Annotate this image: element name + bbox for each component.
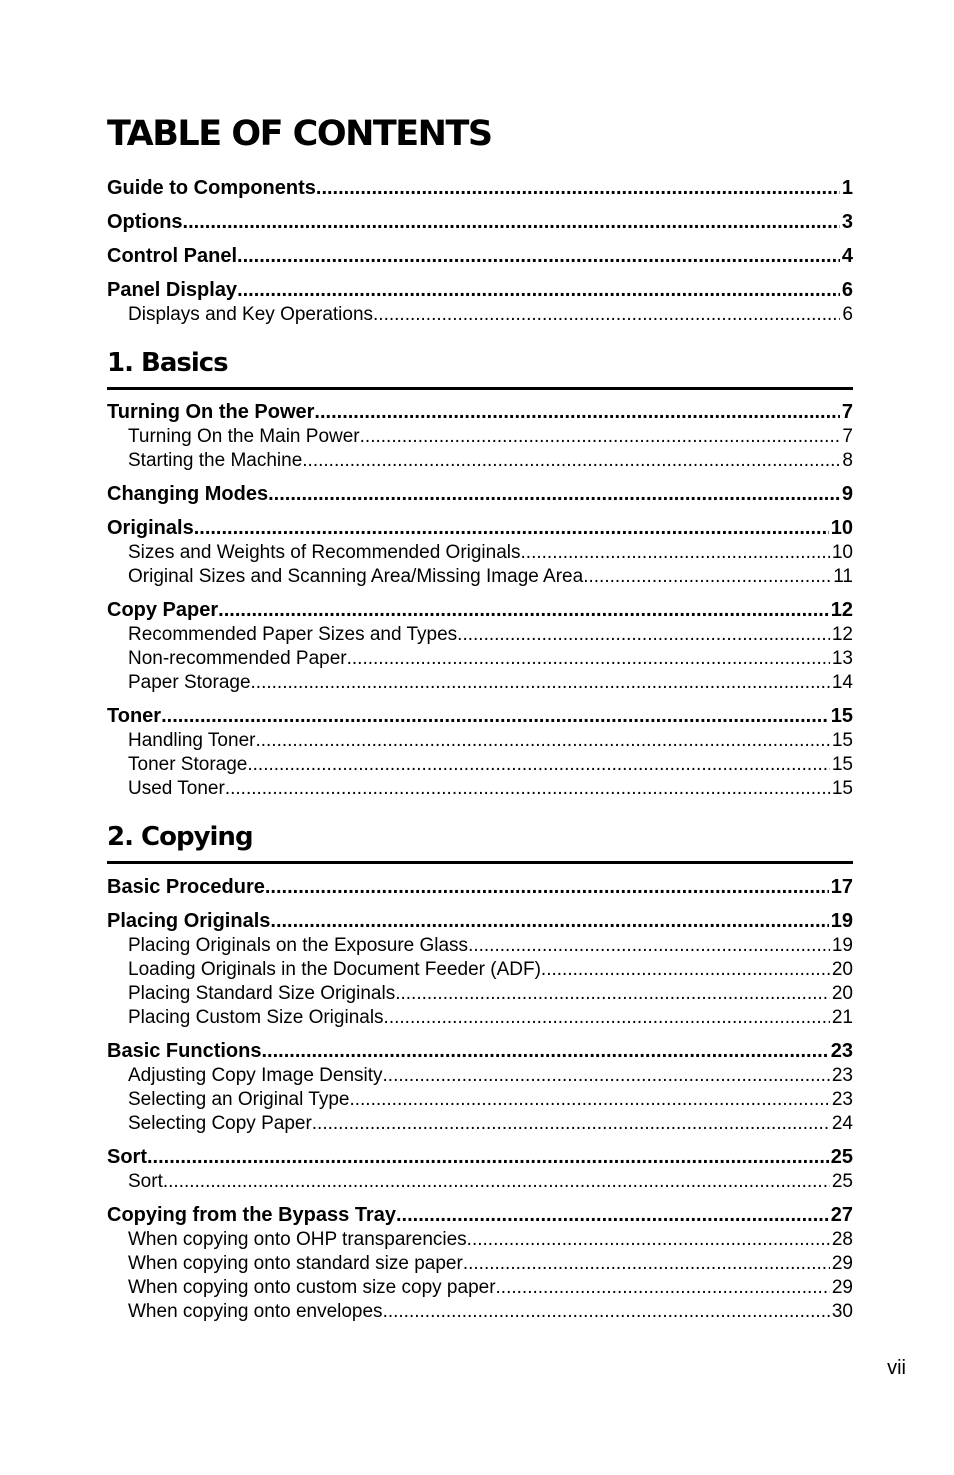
toc-entry-page: 7 [841,401,853,423]
page-number: vii [887,1357,906,1379]
toc-entry[interactable] [107,515,853,541]
toc-entry-label: Placing Custom Size Originals [128,1007,384,1028]
dot-leader [316,175,840,201]
toc-front-matter [107,175,853,327]
toc-entry-page: 23 [831,1065,853,1086]
toc-subentry[interactable] [107,671,853,695]
toc-entry-page: 10 [831,542,853,563]
toc-entry-label: Handling Toner [128,730,256,751]
dot-leader [383,1300,830,1324]
toc-entry-label: Placing Standard Size Originals [128,983,396,1004]
toc-entry-label: Loading Originals in the Document Feeder (ADF) [128,959,541,980]
toc-chapter-basics [107,399,853,801]
dot-leader [349,1088,829,1112]
toc-subentry[interactable] [107,1300,853,1324]
dot-leader [384,1006,830,1030]
dot-leader [468,934,830,958]
toc-entry-label: Panel Display [107,279,238,301]
toc-entry-label: Paper Storage [128,672,251,693]
toc-entry-label: Copying from the Bypass Tray [107,1204,396,1226]
toc-chapter-copying [107,874,853,1324]
page-title: TABLE OF CONTENTS [107,114,492,154]
dot-leader [360,425,841,449]
toc-entry-label: Toner [107,705,162,727]
toc-entry-label: Changing Modes [107,483,269,505]
dot-leader [255,729,829,753]
toc-entry-page: 10 [830,517,853,539]
toc-entry-page: 12 [830,599,853,621]
toc-entry-page: 14 [831,672,853,693]
dot-leader [268,481,840,507]
toc-subentry[interactable] [107,1252,853,1276]
toc-entry-label: Guide to Components [107,177,316,199]
toc-entry-page: 24 [831,1113,853,1134]
toc-subentry[interactable] [107,565,853,589]
toc-entry-page: 19 [830,910,853,932]
dot-leader [347,647,830,671]
toc-entry-page: 20 [831,959,853,980]
toc-subentry[interactable] [107,1170,853,1194]
toc-entry[interactable] [107,1144,853,1170]
toc-entry-label: Recommended Paper Sizes and Types [128,624,458,645]
toc-entry-label: Selecting an Original Type [128,1089,350,1110]
toc-entry-label: Basic Procedure [107,876,265,898]
dot-leader [314,399,839,425]
toc-subentry[interactable] [107,541,853,565]
toc-entry-page: 21 [831,1007,853,1028]
toc-entry[interactable] [107,481,853,507]
toc-entry-page: 27 [830,1204,853,1226]
toc-entry-page: 6 [841,279,853,301]
toc-entry-label: Original Sizes and Scanning Area/Missing Image Area [128,566,584,587]
toc-entry[interactable] [107,874,853,900]
toc-entry-label: Toner Storage [128,754,248,775]
toc-entry-page: 6 [842,304,853,325]
dot-leader [270,908,828,934]
toc-subentry[interactable] [107,623,853,647]
toc-entry-page: 15 [830,705,853,727]
toc-entry-label: Sort [128,1171,163,1192]
toc-entry-page: 25 [831,1171,853,1192]
toc-subentry[interactable] [107,449,853,473]
dot-leader [163,1170,830,1194]
dot-leader [583,565,831,589]
toc-subentry[interactable] [107,753,853,777]
toc-entry-label: Sort [107,1146,147,1168]
toc-entry-page: 19 [831,935,853,956]
dot-leader [237,243,840,269]
chapter-title: 1. Basics [107,348,228,378]
toc-entry-page: 15 [831,778,853,799]
toc-entry-page: 23 [831,1089,853,1110]
chapter-heading-basics [107,346,853,390]
toc-entry[interactable] [107,703,853,729]
toc-entry-label: Placing Originals [107,910,271,932]
toc-entry-page: 29 [831,1253,853,1274]
toc-entry-page: 1 [841,177,853,199]
dot-leader [467,1228,830,1252]
toc-subentry[interactable] [107,958,853,982]
toc-entry-label: When copying onto custom size copy paper [128,1277,496,1298]
toc-subentry[interactable] [107,425,853,449]
toc-entry[interactable] [107,399,853,425]
toc-subentry[interactable] [107,1064,853,1088]
toc-subentry[interactable] [107,1088,853,1112]
toc-entry-label: Starting the Machine [128,450,303,471]
dot-leader [521,541,830,565]
toc-entry-label: Used Toner [128,778,225,799]
toc-entry-page: 25 [830,1146,853,1168]
chapter-heading-copying [107,820,853,864]
dot-leader [396,1202,829,1228]
toc-entry-page: 13 [831,648,853,669]
dot-leader [247,753,830,777]
toc-entry[interactable] [107,243,853,269]
toc-entry-page: 28 [831,1229,853,1250]
dot-leader [383,1064,830,1088]
toc-subentry[interactable] [107,647,853,671]
toc-subentry[interactable] [107,982,853,1006]
dot-leader [218,597,829,623]
toc-entry[interactable] [107,277,853,303]
toc-entry-page: 11 [833,566,853,587]
dot-leader [496,1276,830,1300]
toc-entry-label: Control Panel [107,245,238,267]
dot-leader [265,874,829,900]
toc-subentry[interactable] [107,1276,853,1300]
toc-entry[interactable] [107,908,853,934]
toc-entry-page: 8 [842,450,853,471]
toc-entry-page: 12 [831,624,853,645]
dot-leader [147,1144,829,1170]
toc-entry-label: Selecting Copy Paper [128,1113,312,1134]
dot-leader [541,958,830,982]
dot-leader [373,303,840,327]
toc-entry-label: When copying onto standard size paper [128,1253,463,1274]
toc-entry[interactable] [107,1038,853,1064]
toc-entry-label: Placing Originals on the Exposure Glass [128,935,469,956]
toc-entry-label: Basic Functions [107,1040,262,1062]
toc-entry-page: 9 [841,483,853,505]
toc-subentry[interactable] [107,934,853,958]
toc-entry-page: 20 [831,983,853,1004]
toc-entry-page: 7 [842,426,853,447]
dot-leader [463,1252,830,1276]
dot-leader [225,777,830,801]
toc-entry-page: 15 [831,754,853,775]
dot-leader [302,449,840,473]
toc-entry-page: 15 [831,730,853,751]
toc-entry[interactable] [107,175,853,201]
toc-entry[interactable] [107,209,853,235]
dot-leader [261,1038,828,1064]
toc-entry-page: 23 [830,1040,853,1062]
toc-entry[interactable] [107,1202,853,1228]
toc-entry-label: When copying onto envelopes [128,1301,383,1322]
toc-subentry[interactable] [107,303,853,327]
toc-subentry[interactable] [107,1112,853,1136]
toc-entry-page: 30 [831,1301,853,1322]
dot-leader [251,671,830,695]
toc-subentry[interactable] [107,777,853,801]
dot-leader [194,515,829,541]
toc-subentry[interactable] [107,1006,853,1030]
toc-subentry[interactable] [107,1228,853,1252]
chapter-title: 2. Copying [107,822,253,852]
dot-leader [183,209,840,235]
toc-entry[interactable] [107,597,853,623]
dot-leader [457,623,830,647]
dot-leader [395,982,830,1006]
toc-entry-label: Non-recommended Paper [128,648,347,669]
toc-entry-label: Turning On the Main Power [128,426,360,447]
toc-entry-page: 3 [841,211,853,233]
toc-entry-label: Displays and Key Operations [128,304,374,325]
toc-entry-label: Options [107,211,183,233]
toc-entry-page: 4 [841,245,853,267]
toc-entry-label: Copy Paper [107,599,219,621]
toc-entry-label: Adjusting Copy Image Density [128,1065,383,1086]
dot-leader [237,277,840,303]
toc-entry-label: Turning On the Power [107,401,315,423]
toc-entry-label: When copying onto OHP transparencies [128,1229,467,1250]
toc-entry-label: Sizes and Weights of Recommended Originals [128,542,521,563]
toc-subentry[interactable] [107,729,853,753]
toc-entry-page: 29 [831,1277,853,1298]
toc-entry-label: Originals [107,517,194,539]
dot-leader [312,1112,830,1136]
dot-leader [161,703,829,729]
toc-entry-page: 17 [830,876,853,898]
